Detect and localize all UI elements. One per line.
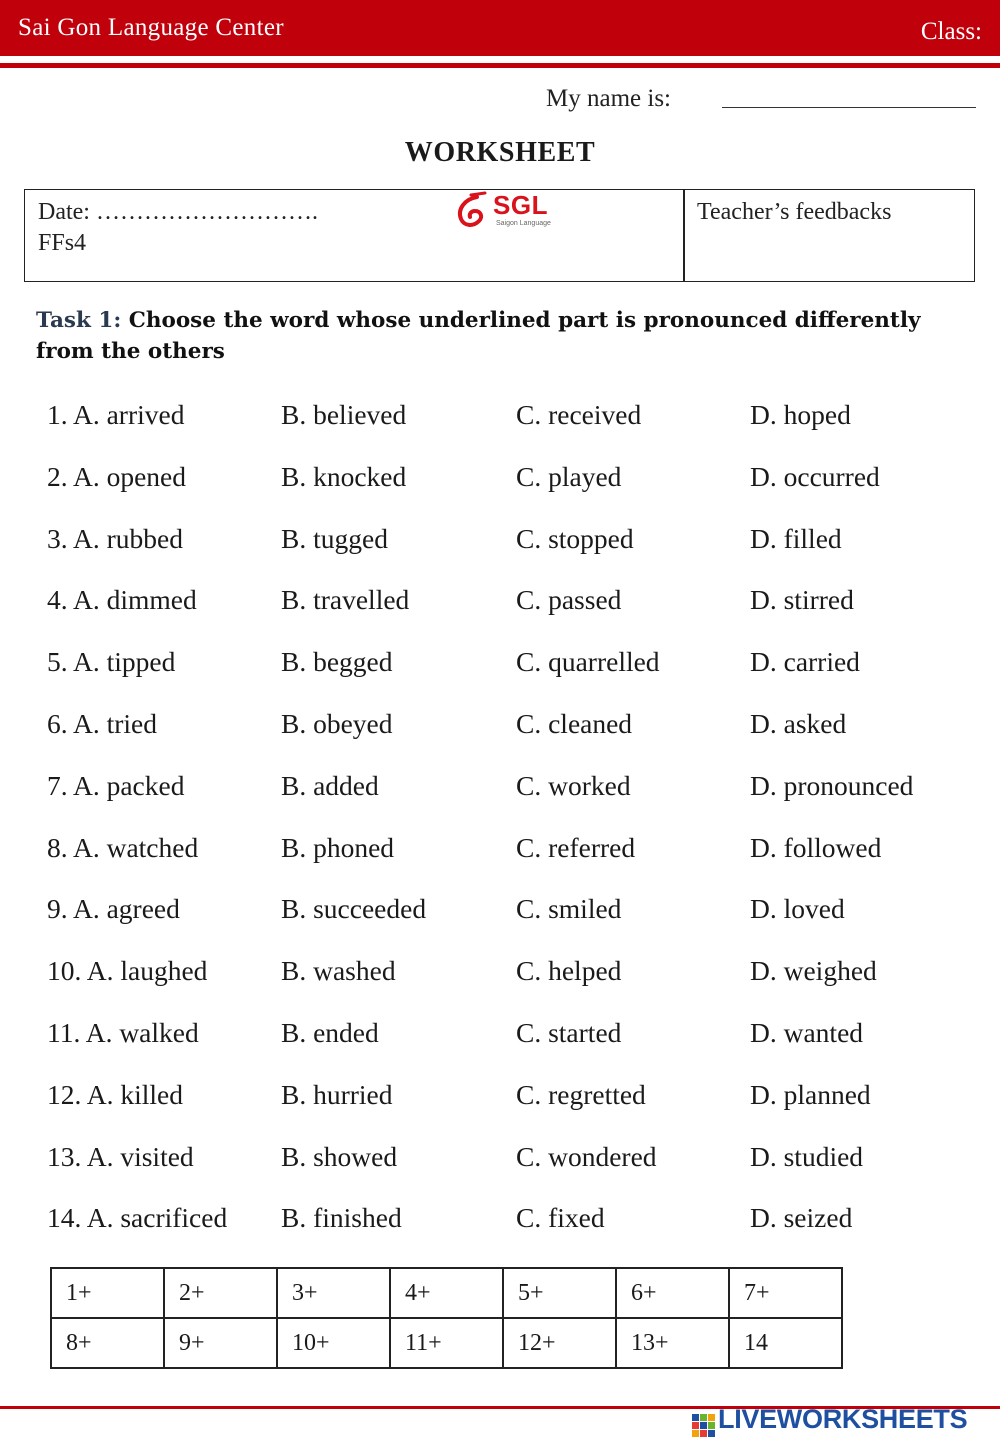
option-c[interactable]: C. received [516,399,642,430]
option-b[interactable]: B. obeyed [281,708,393,739]
task-text: Choose the word whose underlined part is pronounced differently from the others [36,308,921,364]
option-d[interactable]: D. pronounced [750,769,914,801]
option-a[interactable]: 2. A. opened [47,460,187,492]
question-row [0,584,1000,624]
option-b[interactable]: B. believed [281,399,407,430]
option-b[interactable]: B. succeeded [281,893,427,925]
option-d[interactable]: D. occurred [750,460,880,492]
option-c[interactable]: C. worked [516,769,631,801]
option-b[interactable]: B. showed [281,1140,398,1172]
option-c[interactable]: C. cleaned [516,708,633,739]
option-a[interactable]: 5. A. tipped [47,646,176,678]
option-a[interactable]: 6. A. tried [47,708,157,739]
option-c[interactable]: C. regretted [516,1078,646,1110]
question-row [0,1141,1000,1181]
option-a[interactable]: 12. A. killed [47,1078,183,1110]
answer-cell[interactable]: 8+ [51,1318,164,1368]
question-row [0,893,1000,933]
option-d[interactable]: D. planned [750,1078,871,1110]
option-a[interactable]: 13. A. visited [47,1140,194,1172]
class-label: Class: [920,18,982,45]
option-b[interactable]: B. tugged [281,522,388,554]
option-c[interactable]: C. helped [516,955,622,987]
option-a[interactable]: 7. A. packed [47,769,185,801]
worksheet-code: FFs4 [38,230,87,256]
question-row [0,708,1000,748]
question-row [0,832,1000,872]
question-row [0,1079,1000,1119]
option-c[interactable]: C. fixed [516,1202,605,1234]
answer-cell[interactable]: 5+ [503,1268,616,1318]
option-c[interactable]: C. smiled [516,893,622,925]
option-c[interactable]: C. referred [516,831,636,863]
option-c[interactable]: C. started [516,1017,622,1048]
name-prompt: My name is: [546,85,671,112]
option-d[interactable]: D. followed [750,831,882,863]
option-b[interactable]: B. ended [281,1017,379,1048]
option-d[interactable]: D. filled [750,522,842,554]
option-d[interactable]: D. seized [750,1202,853,1234]
option-d[interactable]: D. carried [750,646,860,678]
answer-grid-row [51,1268,842,1318]
answer-cell[interactable]: 7+ [729,1268,842,1318]
option-d[interactable]: D. wanted [750,1017,864,1048]
option-d[interactable]: D. hoped [750,399,851,430]
option-d[interactable]: D. loved [750,893,845,925]
question-row [0,1017,1000,1057]
option-a[interactable]: 9. A. agreed [47,893,180,925]
option-b[interactable]: B. added [281,769,379,801]
teacher-feedback-label: Teacher’s feedbacks [697,199,892,225]
option-c[interactable]: C. quarrelled [516,646,660,678]
option-b[interactable]: B. begged [281,646,393,678]
logo-subtitle: Saigon Language [496,220,551,227]
answer-cell[interactable]: 1+ [51,1268,164,1318]
option-a[interactable]: 3. A. rubbed [47,522,183,554]
date-field: Date: ………………………. [38,199,318,225]
answer-cell[interactable]: 4+ [390,1268,503,1318]
option-d[interactable]: D. asked [750,708,847,739]
option-c[interactable]: C. passed [516,584,622,616]
question-row [0,770,1000,810]
option-d[interactable]: D. stirred [750,584,854,616]
question-row [0,523,1000,563]
question-row [0,955,1000,995]
header-divider [0,63,1000,68]
task-instruction [36,305,936,367]
answer-cell[interactable]: 3+ [277,1268,390,1318]
answer-cell[interactable]: 12+ [503,1318,616,1368]
option-c[interactable]: C. stopped [516,522,634,554]
option-b[interactable]: B. hurried [281,1078,393,1110]
answer-cell[interactable]: 13+ [616,1318,729,1368]
answer-cell[interactable]: 2+ [164,1268,277,1318]
info-box-divider [683,189,685,282]
option-b[interactable]: B. travelled [281,584,410,616]
question-row [0,646,1000,686]
option-b[interactable]: B. phoned [281,831,395,863]
answer-cell[interactable]: 14 [729,1318,842,1368]
answer-cell[interactable]: 6+ [616,1268,729,1318]
option-a[interactable]: 8. A. watched [47,831,199,863]
option-a[interactable]: 10. A. laughed [47,955,208,987]
option-a[interactable]: 1. A. arrived [47,399,185,430]
question-row [0,1202,1000,1242]
option-a[interactable]: 11. A. walked [47,1017,199,1048]
logo-text: SGL [493,190,548,220]
answer-cell[interactable]: 10+ [277,1318,390,1368]
option-d[interactable]: D. weighed [750,955,877,987]
answer-cell[interactable]: 11+ [390,1318,503,1368]
answer-grid [50,1267,843,1369]
option-b[interactable]: B. finished [281,1202,402,1234]
answer-cell[interactable]: 9+ [164,1318,277,1368]
center-name: Sai Gon Language Center [18,14,284,41]
option-d[interactable]: D. studied [750,1140,864,1172]
name-input-line[interactable] [722,107,976,108]
option-a[interactable]: 4. A. dimmed [47,584,197,616]
option-c[interactable]: C. played [516,460,622,492]
question-row [0,399,1000,439]
liveworksheets-brand: LIVEWORKSHEETS [718,1404,968,1434]
worksheet-title: WORKSHEET [404,137,596,168]
question-row [0,461,1000,501]
option-c[interactable]: C. wondered [516,1140,657,1172]
task-label: Task 1: [36,308,122,333]
option-b[interactable]: B. knocked [281,460,407,492]
option-b[interactable]: B. washed [281,955,396,987]
answer-grid-row [51,1318,842,1368]
option-a[interactable]: 14. A. sacrificed [47,1202,228,1234]
